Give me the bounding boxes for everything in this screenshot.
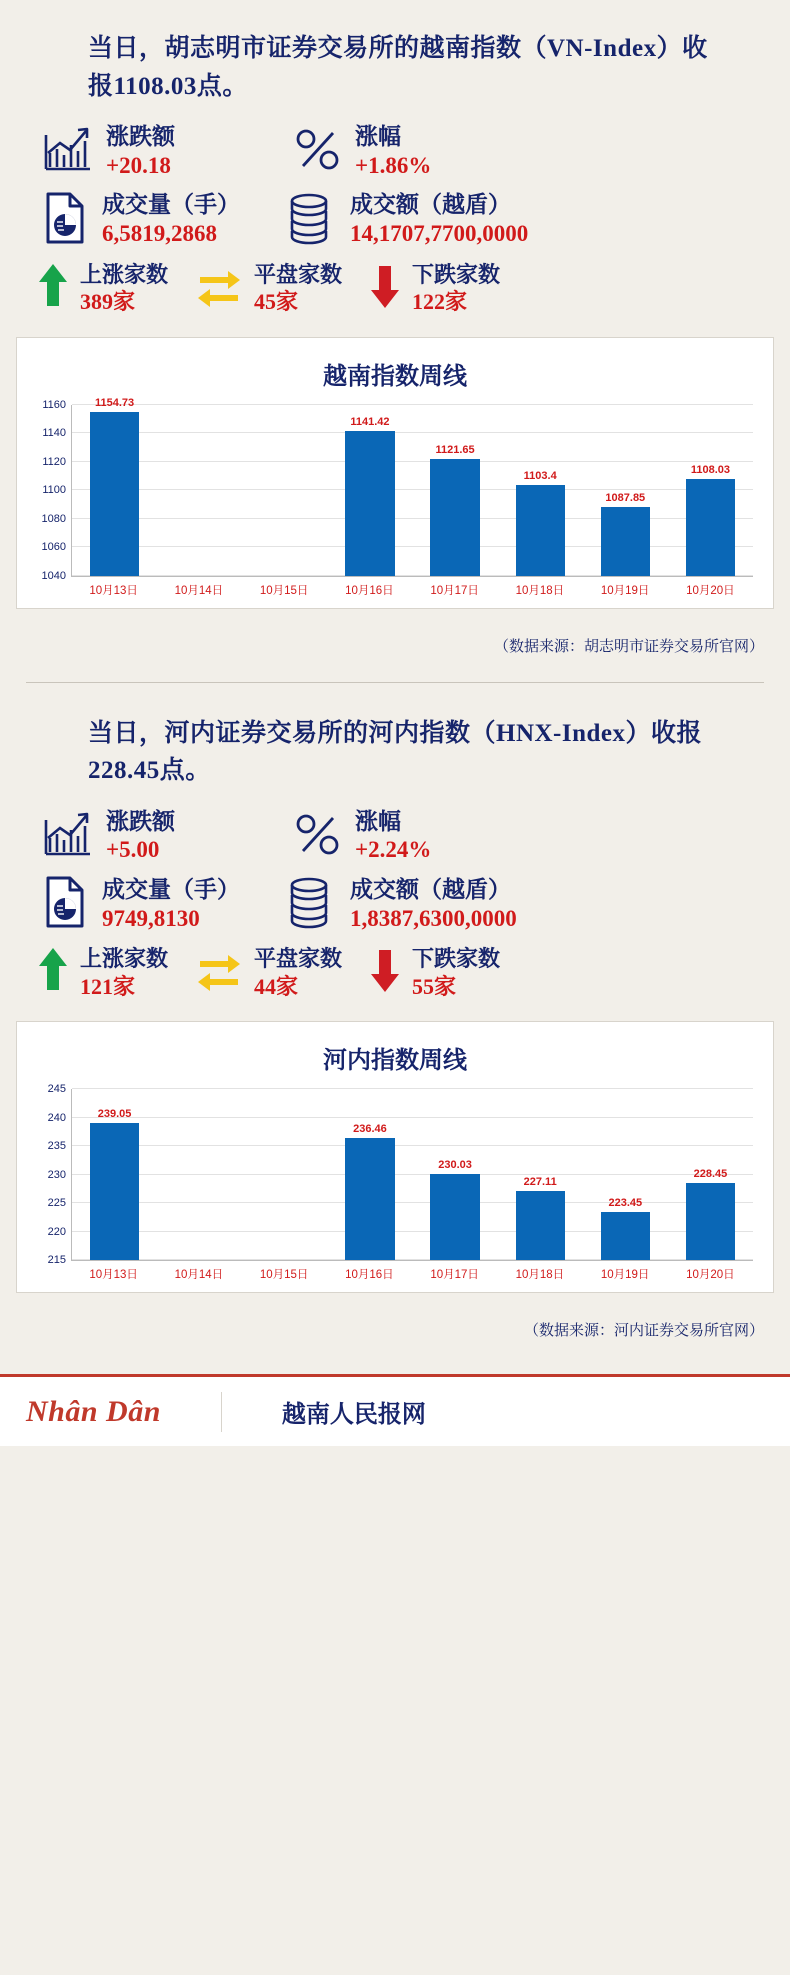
- bar-slot: [327, 405, 412, 576]
- vn-advancers-value: 389家: [80, 289, 136, 314]
- percent-icon: [293, 123, 343, 180]
- bar-value-label: 1103.4: [523, 470, 557, 483]
- hnx-chart-card: [16, 1021, 774, 1293]
- hnx-advancers-value: 121家: [80, 973, 136, 999]
- vn-change-metric: [40, 123, 175, 181]
- coins-stack-icon: [280, 873, 338, 936]
- chart-up-icon: [40, 123, 94, 180]
- x-axis-tick: 10月17日: [430, 584, 479, 597]
- vn-decliners-value: 122家: [412, 289, 468, 314]
- bar-slot: [327, 1089, 412, 1260]
- hnx-plot-wrap: [27, 1083, 763, 1282]
- coins-stack-icon: [280, 189, 338, 252]
- bar-slot: [242, 1089, 327, 1260]
- vn-advancers-metric: [36, 260, 168, 317]
- hnx-unchanged-label: 平盘家数: [254, 946, 343, 971]
- bar-value-label: 1087.85: [605, 492, 646, 505]
- vn-volume-metric: [40, 189, 240, 252]
- vn-metric-row-2: [0, 185, 790, 256]
- bar: [430, 1159, 479, 1260]
- hnx-headline: 当日，河内证券交易所的河内指数（HNX-Index）收报228.45点。: [88, 719, 703, 784]
- vn-metric-row-3: [0, 256, 790, 321]
- vn-pct-label: 涨幅: [355, 124, 401, 149]
- bar-slot: [157, 1089, 242, 1260]
- arrow-down-icon: [368, 260, 402, 317]
- bar-value-label: 227.11: [523, 1175, 557, 1188]
- hnx-x-axis-labels: [71, 1266, 753, 1282]
- bar-value-label: 230.03: [438, 1159, 472, 1172]
- bar: [686, 1168, 735, 1260]
- arrows-horizontal-icon: [194, 948, 244, 997]
- footer-separator: [221, 1392, 222, 1432]
- bar-slot: [72, 397, 157, 576]
- document-pie-icon: [40, 189, 90, 252]
- hnx-metric-row-2: [0, 869, 790, 940]
- hnx-volume-metric: [40, 873, 240, 936]
- vn-unchanged-metric: [194, 261, 342, 316]
- vn-metric-row-1: [0, 119, 790, 185]
- x-axis-tick: 10月19日: [600, 1269, 650, 1281]
- y-axis-tick: 1120: [42, 455, 66, 468]
- bar-value-label: 1121.65: [435, 444, 475, 457]
- bar-value-label: 1108.03: [690, 463, 730, 476]
- x-axis-tick: 10月15日: [259, 1269, 309, 1281]
- y-axis-tick: 1160: [42, 398, 66, 411]
- bar-slot: [583, 405, 668, 576]
- y-axis-tick: 235: [47, 1140, 66, 1152]
- vn-chart-card: [16, 337, 774, 609]
- bar: [516, 470, 565, 575]
- hnx-change-value: +5.00: [106, 837, 160, 863]
- vn-decliners-label: 下跌家数: [412, 261, 501, 287]
- bar-slot: [413, 1089, 498, 1260]
- x-axis-tick: 10月20日: [686, 1269, 735, 1281]
- y-axis-tick: 245: [47, 1083, 66, 1095]
- bar-value-label: 1141.42: [350, 415, 390, 428]
- arrows-horizontal-icon: [194, 264, 244, 313]
- bar-slot: [583, 1089, 668, 1260]
- bar-slot: [668, 405, 753, 576]
- bar-slot: [668, 1089, 753, 1260]
- hnx-pct-label: 涨幅: [355, 808, 401, 834]
- x-axis-tick: 10月16日: [345, 584, 394, 597]
- bar-slot: [72, 1089, 157, 1260]
- hnx-volume-value: 9749,8130: [102, 905, 200, 931]
- x-axis-tick: 10月16日: [345, 1269, 394, 1281]
- bar: [345, 415, 394, 576]
- bar: [345, 1122, 394, 1260]
- hnx-advancers-metric: [36, 944, 168, 1001]
- vn-change-value: +20.18: [106, 152, 171, 178]
- bar-value-label: 1154.73: [94, 397, 135, 410]
- hnx-chart-title: 河内指数周线: [323, 1048, 467, 1074]
- bar-slot: [413, 405, 498, 576]
- bar-value-label: 236.46: [353, 1122, 387, 1135]
- x-axis-tick: 10月13日: [89, 1269, 138, 1281]
- vn-pct-metric: [293, 123, 431, 181]
- vn-unchanged-value: 45家: [254, 289, 299, 314]
- bar-value-label: 223.45: [608, 1196, 643, 1209]
- hnx-change-metric: [40, 808, 175, 866]
- chart-up-icon: [40, 808, 94, 865]
- y-axis-tick: 230: [47, 1168, 66, 1181]
- x-axis-tick: 10月18日: [515, 584, 565, 597]
- y-axis-tick: 1060: [41, 541, 66, 553]
- x-axis-tick: 10月14日: [174, 584, 224, 597]
- y-axis-tick: 220: [47, 1225, 66, 1238]
- vn-source-note: （数据来源：胡志明市证券交易所官网）: [493, 638, 764, 655]
- hnx-advancers-label: 上涨家数: [80, 946, 169, 971]
- bar-slot: [498, 405, 583, 576]
- vn-x-axis-labels: [71, 582, 753, 598]
- bar: [430, 444, 479, 575]
- y-axis-tick: 1140: [42, 427, 66, 439]
- hnx-volume-label: 成交量（手）: [102, 876, 240, 902]
- vn-decliners-metric: [368, 260, 500, 317]
- hnx-decliners-metric: [368, 944, 500, 1001]
- hnx-source-note: （数据来源：河内证券交易所官网）: [523, 1323, 764, 1339]
- x-axis-tick: 10月19日: [600, 584, 650, 597]
- vn-chart-title: 越南指数周线: [323, 363, 467, 390]
- document-pie-icon: [40, 873, 90, 936]
- y-axis-tick: 225: [47, 1197, 66, 1209]
- hnx-turnover-metric: [280, 873, 517, 936]
- x-axis-tick: 10月15日: [259, 584, 309, 597]
- x-axis-tick: 10月14日: [174, 1269, 224, 1281]
- footer-site-name: 越南人民报网: [281, 1402, 426, 1428]
- bar: [601, 1196, 650, 1260]
- hnx-pct-value: +2.24%: [355, 837, 432, 863]
- vn-volume-label: 成交量（手）: [102, 192, 240, 218]
- hnx-unchanged-metric: [194, 945, 342, 1000]
- x-axis-tick: 10月18日: [515, 1269, 565, 1281]
- vn-plot-wrap: [27, 397, 763, 598]
- vn-plot-area: [41, 397, 753, 582]
- x-axis-tick: 10月17日: [430, 1269, 479, 1281]
- hnx-plot-area: [47, 1083, 753, 1266]
- bar-group: [72, 1089, 753, 1260]
- arrow-up-icon: [36, 944, 70, 1001]
- hnx-decliners-value: 55家: [412, 973, 457, 999]
- vn-turnover-label: 成交额（越盾）: [350, 192, 511, 218]
- hnx-change-label: 涨跌额: [106, 808, 175, 834]
- vn-volume-value: 6,5819,2868: [102, 221, 217, 246]
- bar-slot: [157, 405, 242, 576]
- bar-value-label: 228.45: [693, 1168, 728, 1181]
- arrow-down-icon: [368, 944, 402, 1001]
- footer-bar: [0, 1374, 790, 1446]
- vn-unchanged-label: 平盘家数: [254, 261, 343, 287]
- percent-icon: [293, 808, 343, 865]
- y-axis-tick: 240: [47, 1111, 66, 1124]
- y-axis-tick: 1040: [41, 569, 66, 582]
- bar-slot: [242, 405, 327, 576]
- x-axis-tick: 10月20日: [686, 584, 735, 597]
- y-axis-tick: 215: [47, 1254, 66, 1266]
- vn-change-label: 涨跌额: [106, 124, 175, 149]
- bar: [686, 463, 735, 576]
- bar-group: [72, 397, 753, 576]
- vn-headline: 当日，胡志明市证券交易所的越南指数（VN-Index）收报1108.03点。: [88, 35, 708, 100]
- hnx-unchanged-value: 44家: [254, 973, 299, 999]
- bar-value-label: 239.05: [97, 1107, 132, 1120]
- bar-slot: [498, 1089, 583, 1260]
- vn-advancers-label: 上涨家数: [80, 261, 169, 287]
- bar: [516, 1175, 565, 1260]
- hnx-turnover-label: 成交额（越盾）: [350, 876, 511, 902]
- bar: [601, 492, 650, 575]
- hnx-metric-row-1: [0, 804, 790, 870]
- vn-pct-value: +1.86%: [355, 152, 432, 178]
- vn-turnover-value: 14,1707,7700,0000: [350, 221, 529, 246]
- hnx-pct-metric: [293, 808, 431, 866]
- hnx-decliners-label: 下跌家数: [412, 946, 501, 971]
- vn-turnover-metric: [280, 189, 528, 252]
- bar: [90, 397, 139, 575]
- y-axis-tick: 1080: [41, 512, 66, 525]
- hnx-turnover-value: 1,8387,6300,0000: [350, 905, 517, 931]
- bar: [90, 1107, 139, 1260]
- arrow-up-icon: [36, 260, 70, 317]
- hnx-metric-row-3: [0, 940, 790, 1005]
- nhan-dan-logo: Nhân Dân: [26, 1394, 161, 1428]
- y-axis-tick: 1100: [42, 484, 66, 496]
- x-axis-tick: 10月13日: [89, 584, 138, 597]
